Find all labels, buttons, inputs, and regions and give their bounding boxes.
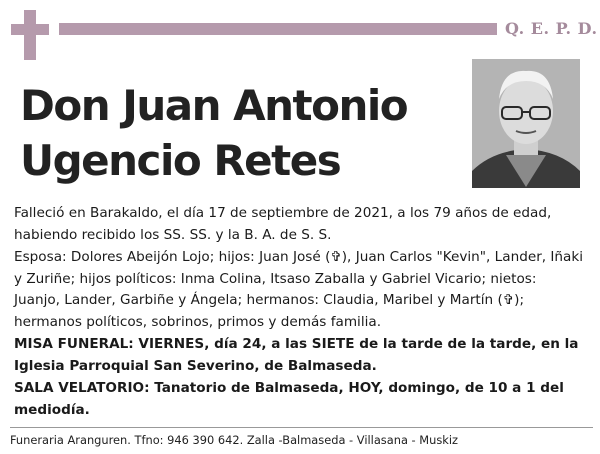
funeral-home-footer: Funeraria Aranguren. Tfno: 946 390 642. Zalla -Balmaseda - Villasana - Muskiz — [10, 433, 458, 447]
funeral-mass-paragraph: MISA FUNERAL: VIERNES, día 24, a las SIETE de la tarde de la tarde, en la Iglesia Parroquial San Severino, de Balmaseda. — [14, 336, 579, 374]
qepd-label: Q. E. P. D. — [505, 19, 598, 38]
cross-icon-horizontal — [11, 24, 49, 35]
name-line-1: Don Juan Antonio — [20, 81, 408, 130]
death-notice-paragraph: Falleció en Barakaldo, el día 17 de septiembre de 2021, a los 79 años de edad, habiendo recibido los SS. SS. y la B. A. de S. S. — [14, 205, 552, 243]
cross-icon-vertical — [24, 10, 36, 60]
portrait-photo — [472, 59, 580, 188]
header-bar — [59, 23, 497, 35]
portrait-illustration — [472, 59, 580, 188]
deceased-name — [20, 78, 460, 188]
name-line-2: Ugencio Retes — [20, 136, 341, 185]
family-paragraph: Esposa: Dolores Abeijón Lojo; hijos: Juan José (✞), Juan Carlos "Kevin", Lander, Iñaki y Zuriñe; hijos políticos: Inma Colina, Itsaso Zaballa y Gabriel Vicario; nietos: Juanjo, Lander, Garbiñe y Ángela; hermanos: Claudia, Maribel y Martín (✞); hermanos políticos, sobrinos, primos y demás familia. — [14, 249, 584, 330]
footer-divider — [10, 427, 593, 428]
wake-room-paragraph: SALA VELATORIO: Tanatorio de Balmaseda, HOY, domingo, de 10 a 1 del mediodía. — [14, 380, 564, 418]
